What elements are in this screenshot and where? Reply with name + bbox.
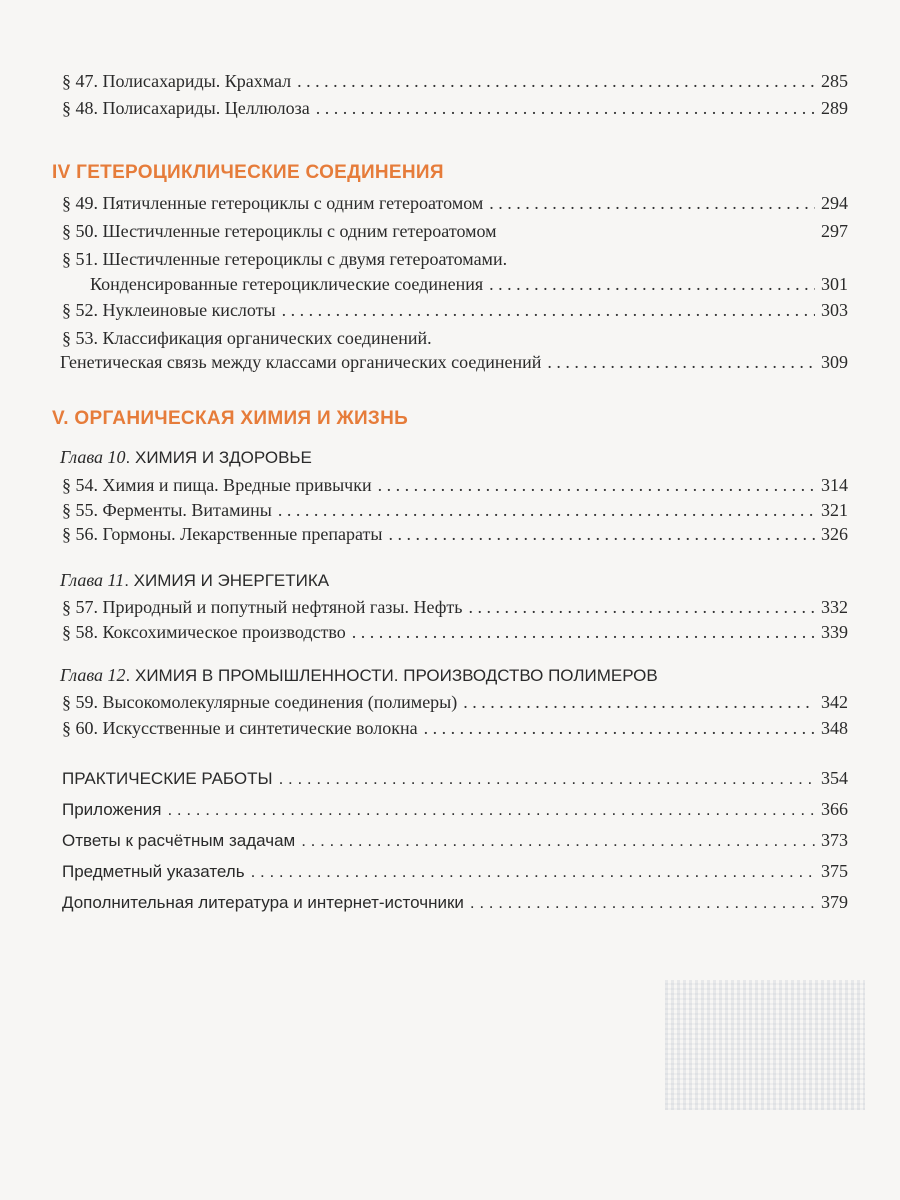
chapter-heading-12: [60, 665, 658, 686]
toc-entry-49[interactable]: [62, 193, 848, 221]
toc-entry-answers[interactable]: [62, 830, 848, 858]
leader-dots: [489, 274, 815, 295]
toc-entry-52[interactable]: [62, 300, 848, 328]
toc-entry-53-cont[interactable]: [60, 352, 848, 380]
toc-entry-51-cont[interactable]: [90, 274, 848, 302]
toc-entry-title: § 59. Высокомолекулярные соединения (полимеры): [62, 692, 458, 712]
toc-entry-practical-works[interactable]: [62, 768, 848, 796]
leader-dots: [468, 597, 815, 618]
chapter-title: . ХИМИЯ И ЗДОРОВЬЕ: [125, 448, 312, 467]
toc-entry-subject-index[interactable]: [62, 861, 848, 889]
toc-entry-title: Генетическая связь между классами органических соединений: [60, 352, 542, 372]
toc-entry-page: 294: [821, 193, 848, 213]
chapter-label: Глава 11: [60, 570, 125, 590]
toc-entry-page: 321: [821, 500, 848, 520]
toc-entry-page: 375: [821, 861, 848, 881]
toc-entry-appendices[interactable]: [62, 799, 848, 827]
leader-dots: [489, 193, 815, 214]
toc-entry-additional-literature[interactable]: [62, 892, 848, 920]
toc-entry-page: 303: [821, 300, 848, 320]
leader-dots: [470, 893, 815, 913]
toc-entry-56[interactable]: [62, 524, 848, 552]
toc-entry-title: § 48. Полисахариды. Целлюлоза: [62, 98, 310, 118]
toc-entry-50[interactable]: [62, 221, 848, 249]
leader-dots: [282, 300, 815, 321]
toc-entry-page: 339: [821, 622, 848, 642]
toc-entry-page: 348: [821, 718, 848, 738]
toc-entry-title: § 55. Ферменты. Витамины: [62, 500, 272, 520]
leader-dots: [301, 831, 815, 851]
show-through-block: [665, 980, 865, 1110]
toc-entry-page: 354: [821, 768, 848, 788]
toc-entry-page: 309: [821, 352, 848, 372]
leader-dots: [251, 862, 815, 882]
toc-entry-page: 379: [821, 892, 848, 912]
toc-entry-title: § 56. Гормоны. Лекарственные препараты: [62, 524, 383, 544]
toc-entry-title: § 60. Искусственные и синтетические волокна: [62, 718, 418, 738]
toc-entry-title: § 52. Нуклеиновые кислоты: [62, 300, 276, 320]
leader-dots: [378, 475, 815, 496]
toc-entry-title: ПРАКТИЧЕСКИЕ РАБОТЫ: [62, 769, 273, 788]
chapter-label: Глава 10: [60, 447, 126, 467]
toc-entry-title: Приложения: [62, 800, 162, 819]
toc-entry-51[interactable]: [62, 249, 848, 277]
leader-dots: [389, 524, 815, 545]
leader-dots: [547, 352, 815, 373]
toc-entry-page: 297: [821, 221, 848, 241]
leader-dots: [352, 622, 815, 643]
toc-entry-title: § 57. Природный и попутный нефтяной газы. Нефть: [62, 597, 463, 617]
toc-entry-title: § 53. Классификация органических соединений.: [62, 328, 432, 348]
toc-entry-57[interactable]: [62, 597, 848, 625]
toc-entry-page: 366: [821, 799, 848, 819]
toc-entry-page: 285: [821, 71, 848, 91]
section-heading-iv: IV ГЕТЕРОЦИКЛИЧЕСКИЕ СОЕДИНЕНИЯ: [52, 162, 444, 183]
chapter-label: Глава 12: [60, 665, 126, 685]
chapter-title: . ХИМИЯ И ЭНЕРГЕТИКА: [124, 571, 330, 590]
toc-entry-page: 332: [821, 597, 848, 617]
toc-entry-page: 301: [821, 274, 848, 294]
toc-entry-47[interactable]: [62, 71, 848, 99]
toc-entry-58[interactable]: [62, 622, 848, 650]
leader-dots: [463, 692, 815, 713]
toc-entry-page: 326: [821, 524, 848, 544]
toc-entry-59[interactable]: [62, 692, 848, 720]
chapter-heading-10: [60, 447, 312, 468]
toc-entry-title: Ответы к расчётным задачам: [62, 831, 296, 850]
toc-entry-48[interactable]: [62, 98, 848, 126]
leader-dots: [297, 71, 815, 92]
chapter-title: . ХИМИЯ В ПРОМЫШЛЕННОСТИ. ПРОИЗВОДСТВО ПОЛИМЕРОВ: [125, 666, 658, 685]
toc-entry-title: § 58. Коксохимическое производство: [62, 622, 346, 642]
leader-dots: [316, 98, 815, 119]
toc-entry-title: § 50. Шестичленные гетероциклы с одним гетероатомом: [62, 221, 497, 241]
toc-entry-page: 289: [821, 98, 848, 118]
toc-entry-title: § 51. Шестичленные гетероциклы с двумя гетероатомами.: [62, 249, 508, 269]
toc-entry-title: § 49. Пятичленные гетероциклы с одним гетероатомом: [62, 193, 484, 213]
toc-entry-title: § 54. Химия и пища. Вредные привычки: [62, 475, 372, 495]
leader-dots: [278, 500, 815, 521]
toc-entry-page: 314: [821, 475, 848, 495]
section-heading-v: V. ОРГАНИЧЕСКАЯ ХИМИЯ И ЖИЗНЬ: [52, 408, 409, 429]
toc-entry-title: § 47. Полисахариды. Крахмал: [62, 71, 292, 91]
leader-dots: [279, 769, 815, 789]
leader-dots: [424, 718, 815, 739]
toc-entry-page: 342: [821, 692, 848, 712]
toc-entry-title: Предметный указатель: [62, 862, 245, 881]
toc-entry-60[interactable]: [62, 718, 848, 746]
chapter-heading-11: [60, 570, 329, 591]
toc-entry-page: 373: [821, 830, 848, 850]
toc-entry-title: Дополнительная литература и интернет-источники: [62, 893, 464, 912]
toc-entry-title: Конденсированные гетероциклические соединения: [90, 274, 484, 294]
leader-dots: [167, 800, 815, 820]
toc-entry-54[interactable]: [62, 475, 848, 503]
